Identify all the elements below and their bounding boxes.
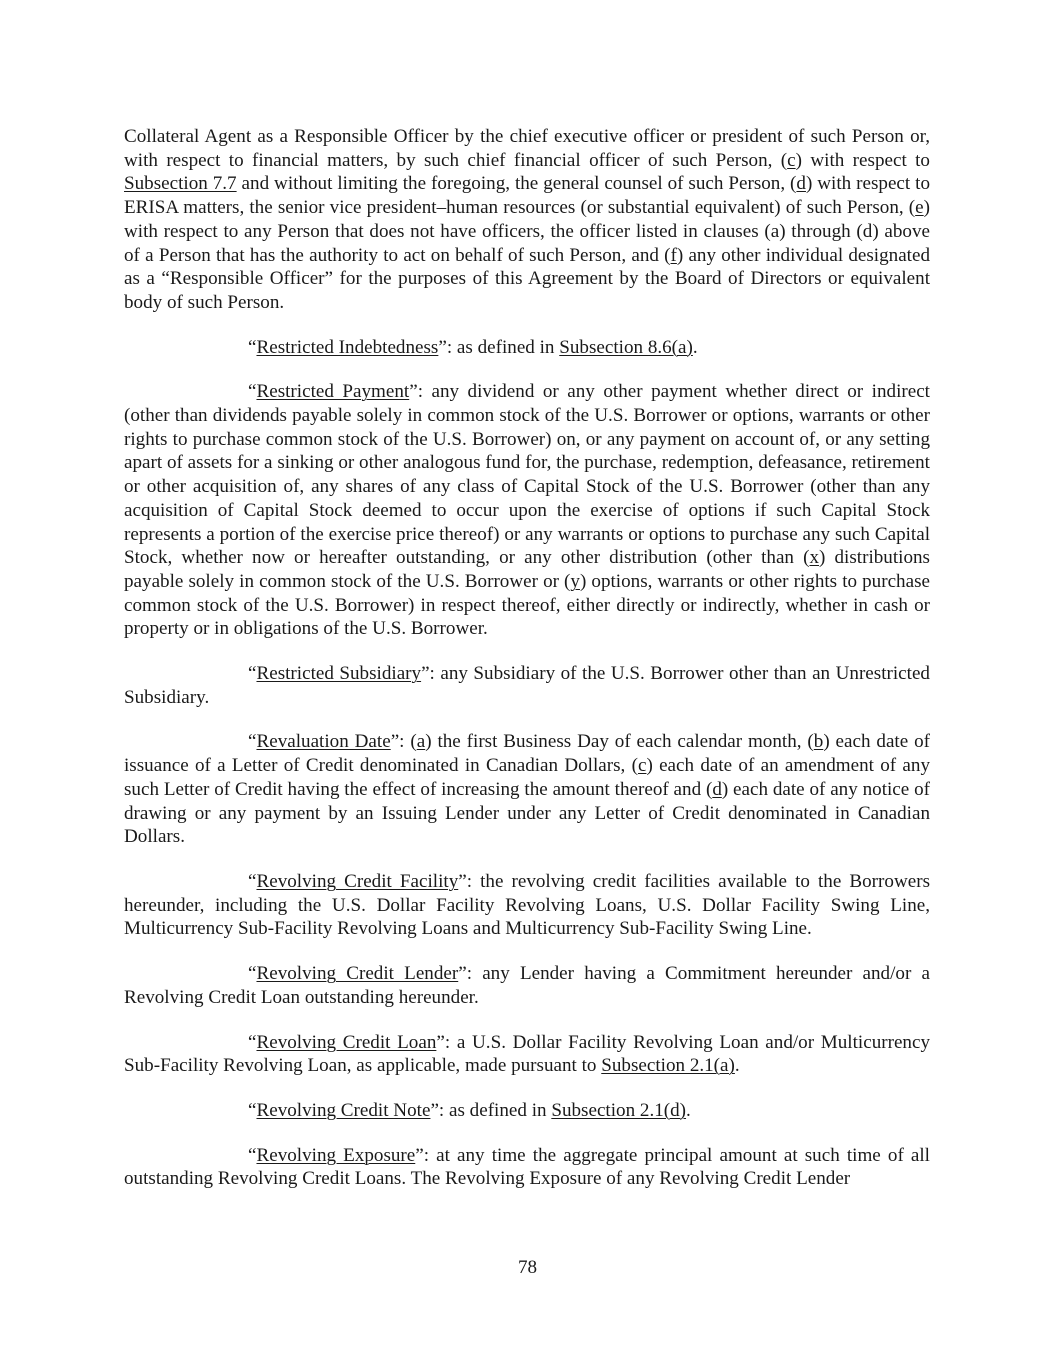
- definition-restricted-subsidiary: “Restricted Subsidiary”: any Subsidiary of the U.S. Borrower other than an Unrestricted Subsidiary.: [124, 663, 930, 708]
- definition-revolving-credit-note: “Revolving Credit Note”: as defined in Subsection 2.1(d).: [248, 1099, 691, 1121]
- cross-reference: Subsection 2.1(d): [551, 1099, 687, 1121]
- definition-restricted-payment: “Restricted Payment”: any dividend or any other payment whether direct or indirect (other than dividends payable solely in common stock of the U.S. Borrower or options, warrants or other rights to purchase common stock of the U.S. Borrower) on, or any payment on account of, or any setting apart of assets for a sinking or other analogous fund for, the purchase, redemption, defeasance, retirement or other acquisition of, any shares of any class of Capital Stock of the U.S. Borrower (other than any acquisition of Capital Stock deemed to occur upon the exercise of options if such Capital Stock represents a portion of the exercise price thereof) or any warrants or options to purchase any such Capital Stock, whether now or hereafter outstanding, or any other distribution (other than (x) distributions payable solely in common stock of the U.S. Borrower or (y) options, warrants or other rights to purchase common stock of the U.S. Borrower) in respect thereof, either directly or indirectly, whether in cash or property or in obligations of the U.S. Borrower.: [124, 381, 930, 640]
- page-body: [124, 125, 930, 1191]
- defined-term: Revolving Credit Lender: [256, 963, 459, 985]
- definition-revolving-exposure: “Revolving Exposure”: at any time the aggregate principal amount at such time of all outstanding Revolving Credit Loans. The Revolving Exposure of any Revolving Credit Lender: [124, 1144, 930, 1190]
- defined-term: Revolving Credit Facility: [256, 870, 459, 892]
- definition-revolving-credit-lender: “Revolving Credit Lender”: any Lender having a Commitment hereunder and/or a Revolving Credit Loan outstanding hereunder.: [124, 963, 930, 1008]
- definition-revaluation-date: “Revaluation Date”: (a) the first Business Day of each calendar month, (b) each date of issuance of a Letter of Credit denominated in Canadian Dollars, (c) each date of an amendment of any such Letter of Credit having the effect of increasing the amount thereof and (d) each date of any notice of drawing or any payment by an Issuing Lender under any Letter of Credit denominated in Canadian Dollars.: [124, 731, 930, 848]
- definition-restricted-indebtedness: “Restricted Indebtedness”: as defined in Subsection 8.6(a).: [248, 336, 698, 358]
- page-number: 78: [517, 1257, 538, 1278]
- cross-reference: Subsection 8.6(a): [559, 336, 693, 358]
- paragraph-responsible-officer-continued: Collateral Agent as a Responsible Officer by the chief executive officer or president of such Person or, with respect to financial matters, by such chief financial officer of such Person, (c) with respect to Subsection 7.7 and without limiting the foregoing, the general counsel of such Person, (d) with respect to ERISA matters, the senior vice president–human resources (or substantial equivalent) of such Person, (e) with respect to any Person that does not have officers, the officer listed in clauses (a) through (d) above of a Person that has the authority to act on behalf of such Person, and (f) any other individual designated as a “Responsible Officer” for the purposes of this Agreement by the Board of Directors or equivalent body of such Person.: [124, 126, 931, 313]
- defined-term: Revolving Credit Loan: [256, 1031, 437, 1053]
- defined-term: Restricted Subsidiary: [256, 663, 422, 685]
- defined-term: Restricted Payment: [256, 381, 410, 403]
- defined-term: Revolving Credit Note: [256, 1099, 431, 1121]
- cross-reference: Subsection 2.1(a): [601, 1055, 735, 1077]
- defined-term: Revaluation Date: [256, 731, 391, 753]
- defined-term: Restricted Indebtedness: [256, 336, 439, 358]
- cross-reference: Subsection 7.7: [124, 173, 237, 195]
- defined-term: Revolving Exposure: [256, 1144, 416, 1166]
- definition-revolving-credit-loan: “Revolving Credit Loan”: a U.S. Dollar Facility Revolving Loan and/or Multicurrency Sub-Facility Revolving Loan, as applicable, made pursuant to Subsection 2.1(a).: [124, 1031, 930, 1077]
- definition-revolving-credit-facility: “Revolving Credit Facility”: the revolving credit facilities available to the Borrowers hereunder, including the U.S. Dollar Facility Revolving Loans, U.S. Dollar Facility Swing Line, Multicurrency Sub-Facility Revolving Loans and Multicurrency Sub-Facility Swing Line.: [124, 870, 930, 940]
